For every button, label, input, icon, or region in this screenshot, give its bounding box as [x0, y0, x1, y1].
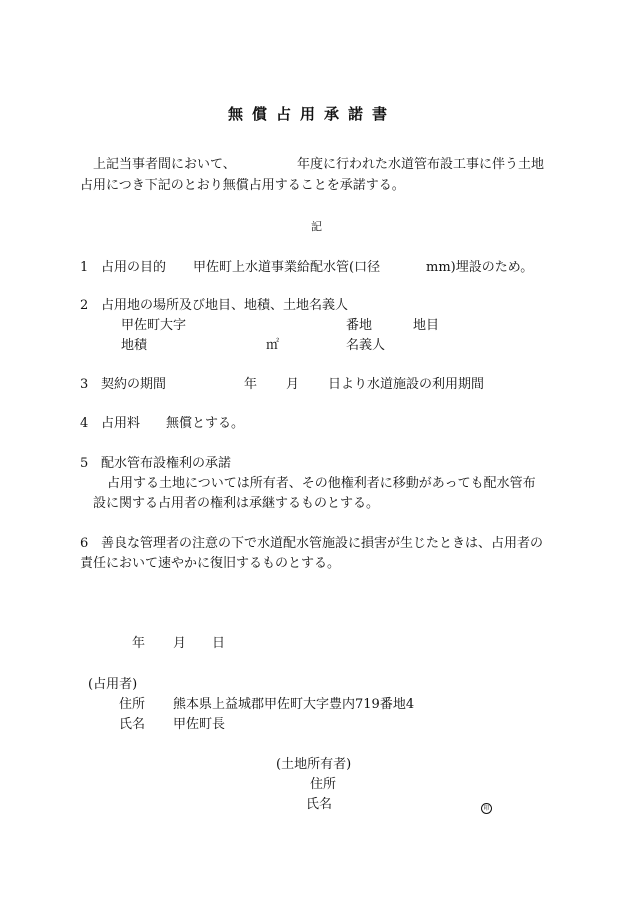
ki-heading: 記: [311, 220, 322, 233]
owner-heading: (土地所有者): [276, 757, 352, 772]
item2-number: 2: [80, 298, 89, 313]
occupant-address: 熊本県上益城郡甲佐町大字豊内719番地4: [173, 697, 415, 712]
item5-line2: 設に関する占用者の権利は承継するものとする。: [93, 496, 380, 511]
item4-number: 4: [80, 416, 89, 431]
occupant-name-label: 氏名: [119, 717, 146, 732]
seal-icon: 印: [481, 803, 492, 814]
item5-line1: 占用する土地については所有者、その他権利者に移動があっても配水管布: [107, 476, 536, 491]
item2-chiseki: 地積: [121, 338, 148, 353]
item5-number: 5: [80, 456, 89, 471]
item5-label: 配水管布設権利の承諾: [101, 456, 232, 471]
date-month: 月: [173, 636, 187, 651]
item3-month: 月: [286, 377, 300, 392]
item1-number: 1: [80, 260, 89, 275]
date-day: 日: [212, 636, 226, 651]
item6-line2: 責任において速やかに復旧するものとする。: [80, 556, 341, 571]
item2-location: 甲佐町大字: [121, 318, 187, 333]
item4-label: 占用料: [101, 416, 141, 431]
item3-label: 契約の期間: [101, 377, 167, 392]
item1-text-end: mm)埋設のため。: [426, 260, 534, 275]
item2-meigi: 名義人: [346, 338, 386, 353]
seal-mark: [481, 799, 492, 815]
document-title: 無償占用承諾書: [228, 105, 397, 123]
owner-address-label: 住所: [310, 777, 337, 792]
item1-text: 甲佐町上水道事業給配水管(口径: [193, 260, 381, 275]
item6-number: 6: [80, 536, 89, 551]
item3-number: 3: [80, 377, 89, 392]
item3-text: 日より水道施設の利用期間: [328, 377, 485, 392]
occupant-address-label: 住所: [119, 697, 146, 712]
occupant-heading: (占用者): [88, 677, 138, 692]
item2-banchi: 番地: [346, 318, 373, 333]
item6-line1: 善良な管理者の注意の下で水道配水管施設に損害が生じたときは、占用者の: [101, 536, 544, 551]
intro-line1-start: 上記当事者間において、: [93, 157, 236, 172]
intro-line1-end: 年度に行われた水道管布設工事に伴う土地: [297, 157, 545, 172]
item2-chimoku: 地目: [413, 318, 440, 333]
item3-year: 年: [244, 377, 258, 392]
item2-label: 占用地の場所及び地目、地積、土地名義人: [101, 298, 349, 313]
occupant-name: 甲佐町長: [173, 717, 226, 732]
item2-unit: ㎡: [266, 338, 280, 353]
intro-line2: 占用につき下記のとおり無償占用することを承諾する。: [80, 178, 405, 193]
owner-name-label: 氏名: [306, 797, 333, 812]
item1-label: 占用の目的: [101, 260, 167, 275]
date-year: 年: [132, 636, 146, 651]
item4-text: 無償とする。: [166, 416, 245, 431]
